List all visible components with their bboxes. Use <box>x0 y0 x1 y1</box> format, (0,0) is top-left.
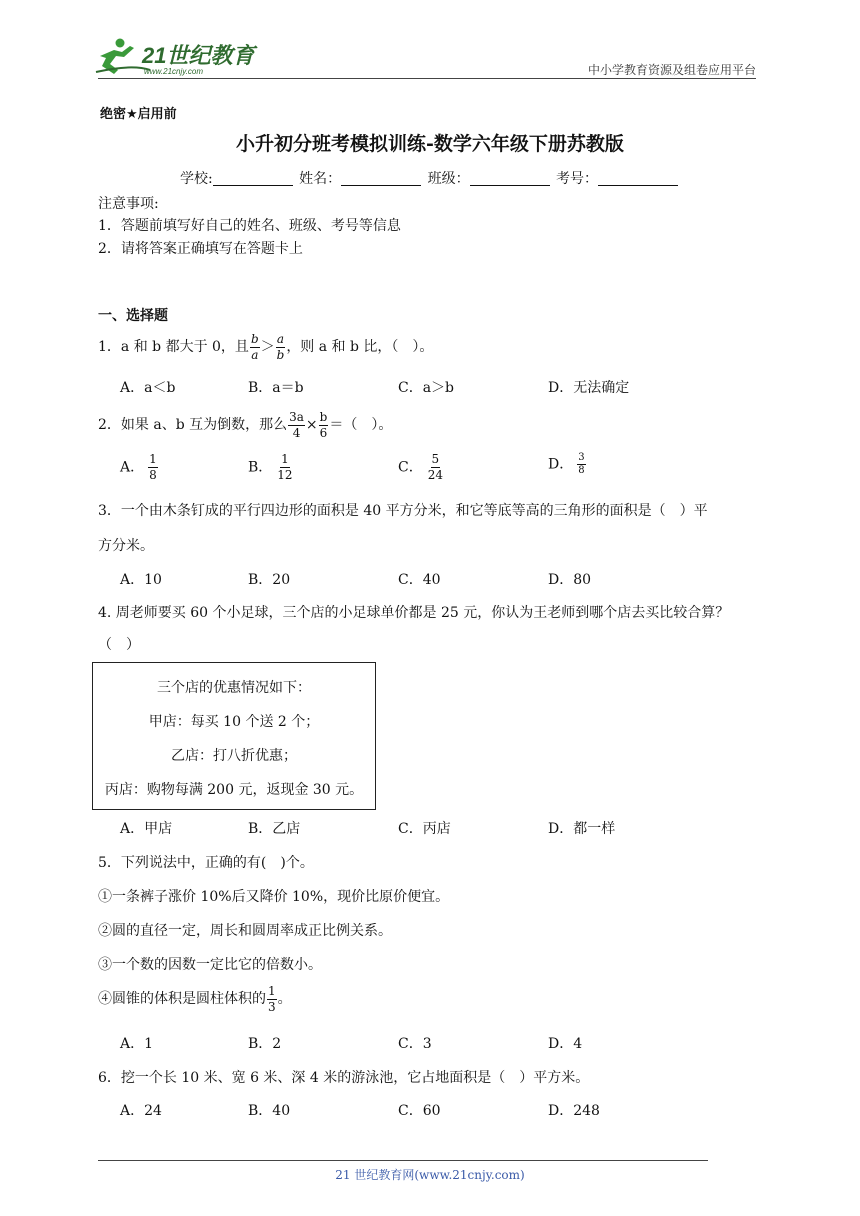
option-d[interactable]: D．都一样 <box>548 821 616 837</box>
question-4-cont: （ ） <box>98 637 140 653</box>
class-blank[interactable] <box>470 171 550 186</box>
section-heading: 一、选择题 <box>98 308 168 324</box>
box-line: 丙店：购物每满 200 元，返现金 30 元。 <box>104 782 364 798</box>
question-5: 5．下列说法中，正确的有( )个。 <box>98 855 314 871</box>
box-line: 甲店：每买 10 个送 2 个； <box>148 714 320 730</box>
option-b[interactable]: B．a＝b <box>248 380 304 396</box>
logo-text: 21世纪教育 <box>142 43 255 68</box>
statement-1: ①一条裤子涨价 10%后又降价 10%，现价比原价便宜。 <box>98 889 450 905</box>
name-label: 姓名： <box>299 171 342 187</box>
q2-text-end: ＝（ ）。 <box>329 417 393 433</box>
q1-text: 1．a 和 b 都大于 0，且 <box>98 339 249 355</box>
option-c[interactable]: C． $\frac{5}{24}$ <box>398 452 443 482</box>
school-blank[interactable] <box>213 171 293 186</box>
exam-no-blank[interactable] <box>598 171 678 186</box>
option-c[interactable]: C．a＞b <box>398 380 455 396</box>
option-a[interactable]: A． $\frac{1}{8}$ <box>120 452 157 482</box>
q2-text: 2．如果 a、b 互为倒数，那么 <box>98 417 288 433</box>
option-b[interactable]: B．40 <box>248 1103 291 1119</box>
fraction: $\frac{b}{a}$ <box>250 331 259 362</box>
exam-no-label: 考号： <box>556 171 599 187</box>
statement-4: ④圆锥的体积是圆柱体积的 $\frac{1}{3}$ 。 <box>98 983 292 1014</box>
statement-2: ②圆的直径一定，周长和圆周率成正比例关系。 <box>98 923 392 939</box>
option-b[interactable]: B．2 <box>248 1036 282 1052</box>
discount-box <box>92 662 376 810</box>
footer-link[interactable]: 21 世纪教育网(www.21cnjy.com) <box>335 1168 525 1182</box>
name-blank[interactable] <box>341 171 421 186</box>
notes-heading: 注意事项: <box>98 196 159 212</box>
question-3-cont: 方分米。 <box>98 538 154 554</box>
box-line: 乙店：打八折优惠； <box>171 748 297 764</box>
option-a[interactable]: A．a＜b <box>120 380 176 396</box>
option-d[interactable]: D．无法确定 <box>548 380 630 396</box>
site-logo <box>92 36 262 78</box>
fraction: $\frac{b}{6}$ <box>319 409 328 440</box>
fraction: $\frac{a}{b}$ <box>276 331 285 362</box>
statement-3: ③一个数的因数一定比它的倍数小。 <box>98 957 322 973</box>
option-d[interactable]: D．248 <box>548 1103 600 1119</box>
option-a[interactable]: A．10 <box>120 572 162 588</box>
logo-url: www.21cnjy.com <box>144 67 203 76</box>
option-c[interactable]: C．40 <box>398 572 441 588</box>
question-1: 1．a 和 b 都大于 0，且 $\frac{b}{a}$ ＞ $\frac{a}{b}$ ，则 a 和 b 比，（ ）。 <box>98 331 434 362</box>
option-b[interactable]: B． $\frac{1}{12}$ <box>248 452 293 482</box>
option-c[interactable]: C．丙店 <box>398 821 451 837</box>
option-c[interactable]: C．3 <box>398 1036 432 1052</box>
platform-label: 中小学教育资源及组卷应用平台 <box>587 63 756 77</box>
q1-text-end: ，则 a 和 b 比，（ ）。 <box>286 339 434 355</box>
school-label: 学校: <box>179 171 213 187</box>
option-d[interactable]: D． $\frac{3}{8}$ <box>548 452 585 476</box>
student-info-line <box>0 168 860 188</box>
question-4: 4. 周老师要买 60 个小足球，三个店的小足球单价都是 25 元，你认为王老师到哪个店去买比较合算？ <box>98 605 730 621</box>
page-title: 小升初分班考模拟训练-数学六年级下册苏教版 <box>236 133 624 155</box>
class-label: 班级： <box>427 171 470 187</box>
fraction: $\frac{1}{3}$ <box>268 983 276 1014</box>
secret-mark: 绝密★启用前 <box>100 107 177 122</box>
option-a[interactable]: A．24 <box>120 1103 162 1119</box>
question-3: 3．一个由木条钉成的平行四边形的面积是 40 平方分米，和它等底等高的三角形的面积是（ ）平 <box>98 503 708 519</box>
option-c[interactable]: C．60 <box>398 1103 441 1119</box>
fraction: $\frac{3a}{4}$ <box>289 409 304 440</box>
option-d[interactable]: D．80 <box>548 572 592 588</box>
runner-logo-icon <box>92 36 262 78</box>
note-item: 2．请将答案正确填写在答题卡上 <box>98 241 303 257</box>
option-d[interactable]: D．4 <box>548 1036 583 1052</box>
box-line: 三个店的优惠情况如下： <box>157 680 311 696</box>
option-b[interactable]: B．20 <box>248 572 291 588</box>
footer-divider <box>98 1160 708 1161</box>
option-a[interactable]: A．1 <box>120 1036 154 1052</box>
note-item: 1．答题前填写好自己的姓名、班级、考号等信息 <box>98 218 401 234</box>
option-a[interactable]: A．甲店 <box>120 821 173 837</box>
question-2: 2．如果 a、b 互为倒数，那么 $\frac{3a}{4}$ × $\frac{b}{6}$ ＝（ ）。 <box>98 409 393 440</box>
option-b[interactable]: B．乙店 <box>248 821 301 837</box>
question-6: 6．挖一个长 10 米、宽 6 米、深 4 米的游泳池，它占地面积是（ ）平方米。 <box>98 1070 590 1086</box>
header-divider <box>98 78 756 79</box>
